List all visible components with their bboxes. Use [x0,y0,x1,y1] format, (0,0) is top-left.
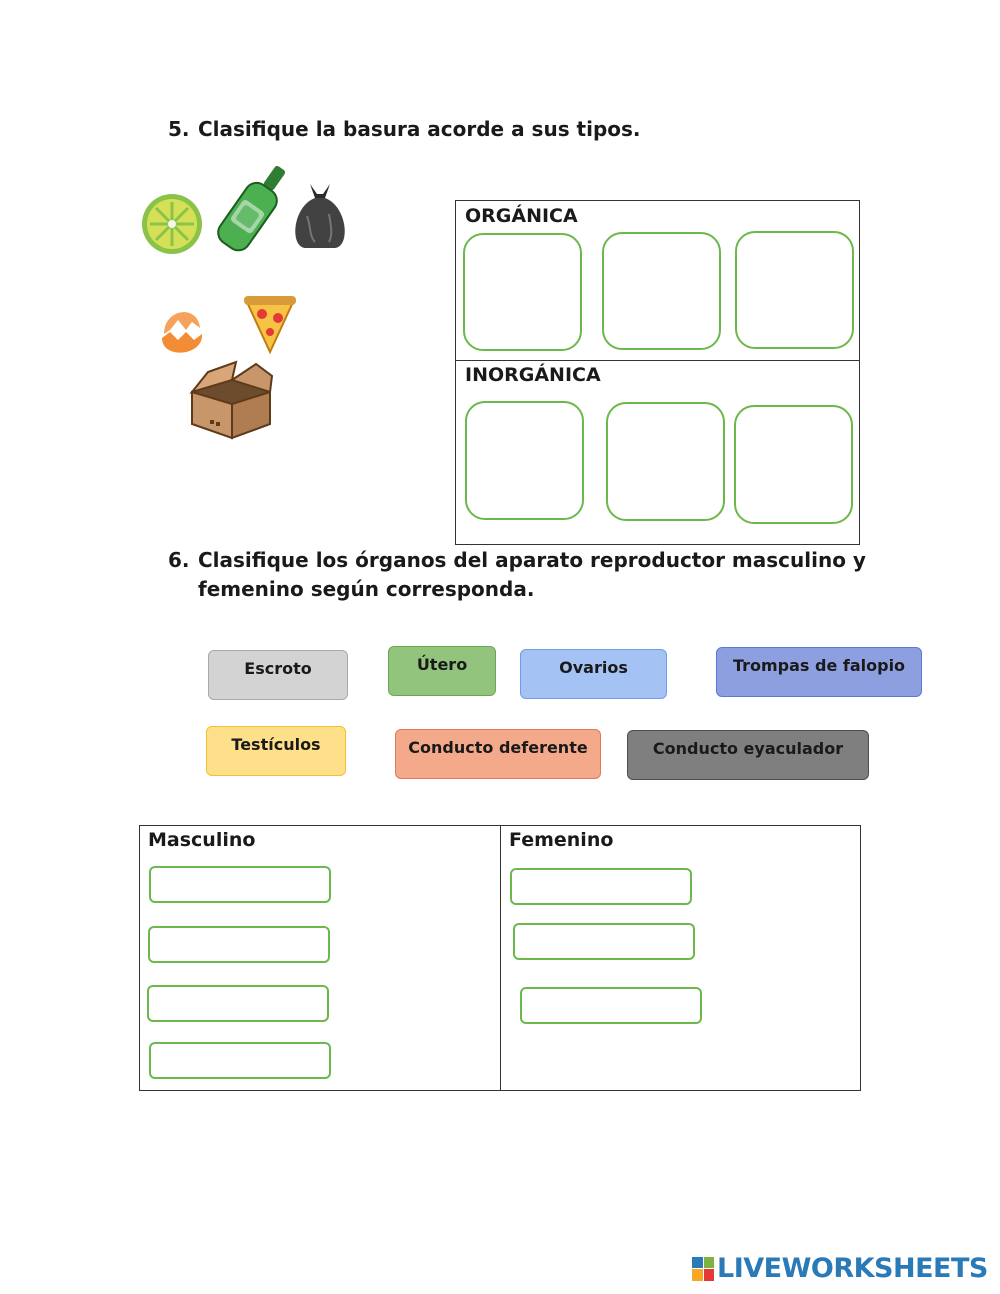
inorganic-drop-box-3[interactable] [734,405,853,524]
brand-name: LIVEWORKSHEETS [717,1253,988,1284]
organic-drop-box-2[interactable] [602,232,721,350]
lime-slice-icon[interactable] [139,190,205,256]
trash-classification-table [455,200,860,545]
male-drop-slot-4[interactable] [149,1042,331,1079]
female-column-title: Femenino [509,829,614,851]
chip-escroto[interactable]: Escroto [208,650,348,700]
question-5-number: 5. [168,117,190,141]
trash-bag-icon[interactable] [285,176,355,252]
column-divider [500,826,501,1090]
organic-drop-box-1[interactable] [463,233,582,351]
organ-classification-table [139,825,861,1091]
question-6-number: 6. [168,548,190,572]
organic-section-title: ORGÁNICA [465,205,578,227]
inorganic-drop-box-2[interactable] [606,402,725,521]
eggshell-icon[interactable] [152,294,212,362]
male-drop-slot-2[interactable] [148,926,330,963]
female-drop-slot-1[interactable] [510,868,692,905]
male-drop-slot-1[interactable] [149,866,331,903]
chip-utero[interactable]: Útero [388,646,496,696]
inorganic-section-title: INORGÁNICA [465,364,601,386]
female-drop-slot-2[interactable] [513,923,695,960]
chip-ovarios[interactable]: Ovarios [520,649,667,699]
chip-trompas-de-falopio[interactable]: Trompas de falopio [716,647,922,697]
male-drop-slot-3[interactable] [147,985,329,1022]
pizza-slice-icon[interactable] [240,294,300,356]
question-6-text-line2: femenino según corresponda. [198,577,535,601]
liveworksheets-logo-icon [692,1257,714,1281]
chip-testiculos[interactable]: Testículos [206,726,346,776]
inorganic-drop-box-1[interactable] [465,401,584,520]
liveworksheets-brand [692,1253,988,1284]
green-bottle-icon[interactable] [212,157,294,257]
male-column-title: Masculino [148,829,256,851]
cardboard-box-icon[interactable] [186,358,276,440]
organic-drop-box-3[interactable] [735,231,854,349]
chip-conducto-deferente[interactable]: Conducto deferente [395,729,601,779]
chip-conducto-eyaculador[interactable]: Conducto eyaculador [627,730,869,780]
female-drop-slot-3[interactable] [520,987,702,1024]
question-6-text-line1: Clasifique los órganos del aparato reproductor masculino y [198,548,866,572]
question-5-text: Clasifique la basura acorde a sus tipos. [198,117,641,141]
table-divider [456,360,859,361]
